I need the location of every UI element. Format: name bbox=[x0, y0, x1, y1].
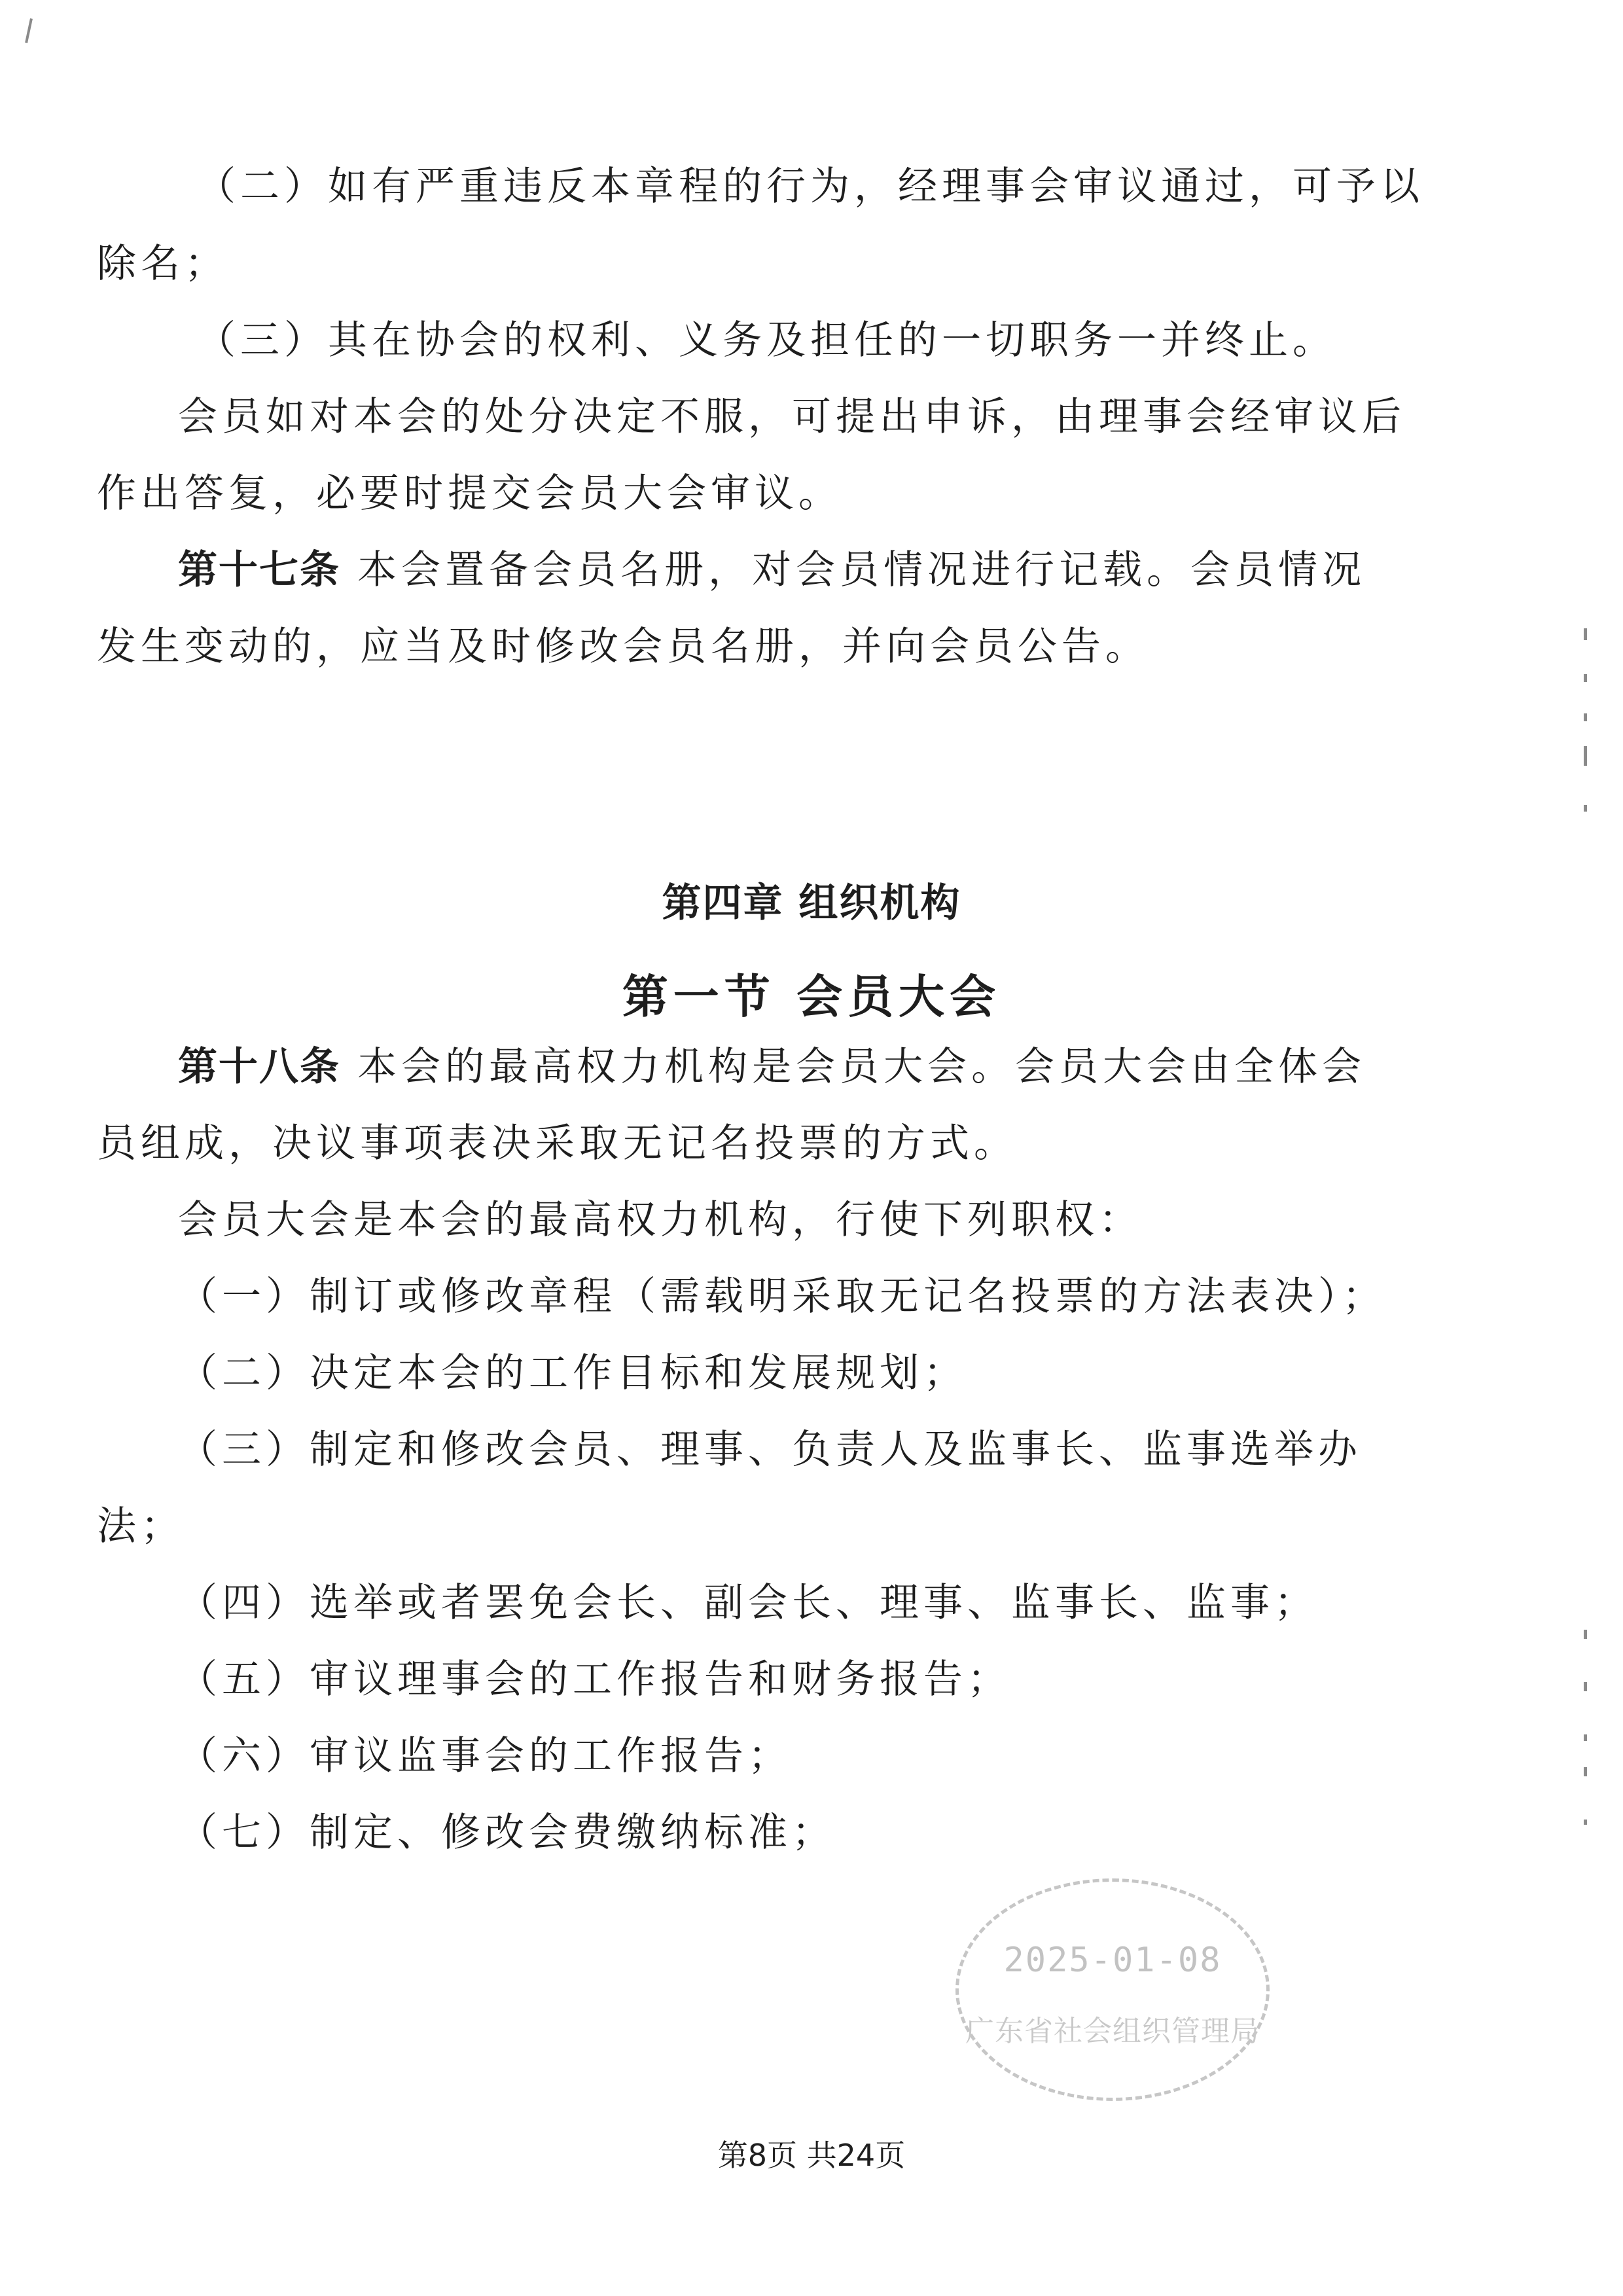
power-item-6: （六）审议监事会的工作报告； bbox=[178, 1733, 792, 1779]
section-title: 第一节 会员大会 bbox=[622, 970, 1001, 1024]
article-17-label: 第十七条 bbox=[178, 547, 340, 593]
stamp-org: 广东省社会组织管理局 bbox=[965, 2015, 1260, 2048]
article-18-cont: 员组成，决议事项表决采取无记名投票的方式。 bbox=[97, 1121, 1018, 1166]
power-item-3: （三）制定和修改会员、理事、负责人及监事长、监事选举办 bbox=[178, 1427, 1362, 1473]
article-17-cont: 发生变动的，应当及时修改会员名册，并向会员公告。 bbox=[97, 624, 1149, 670]
chapter-title: 第四章 组织机构 bbox=[662, 880, 961, 926]
paragraph-expel-cont: 除名； bbox=[97, 241, 228, 287]
stamp-date: 2025-01-08 bbox=[1003, 1941, 1222, 1980]
scan-mark bbox=[1584, 1682, 1587, 1691]
scan-mark bbox=[1584, 1630, 1587, 1639]
power-item-2: （二）决定本会的工作目标和发展规划； bbox=[178, 1350, 967, 1396]
registration-stamp bbox=[955, 1878, 1270, 2101]
scan-mark bbox=[1584, 1767, 1587, 1776]
scan-mark bbox=[1584, 674, 1587, 682]
article-18-label: 第十八条 bbox=[178, 1044, 340, 1090]
paragraph-terminate: （三）其在协会的权利、义务及担任的一切职务一并终止。 bbox=[196, 317, 1336, 363]
paragraph-expel: （二）如有严重违反本章程的行为，经理事会审议通过，可予以 bbox=[196, 164, 1424, 209]
article-18-text: 本会的最高权力机构是会员大会。会员大会由全体会 bbox=[357, 1044, 1366, 1090]
scan-mark bbox=[1584, 805, 1587, 812]
scan-mark bbox=[1584, 746, 1587, 766]
article-17 bbox=[178, 544, 1366, 596]
scan-mark bbox=[1584, 1734, 1587, 1741]
power-item-5: （五）审议理事会的工作报告和财务报告； bbox=[178, 1657, 1011, 1702]
paragraph-appeal: 会员如对本会的处分决定不服，可提出申诉，由理事会经审议后 bbox=[178, 394, 1406, 440]
scan-mark bbox=[1584, 1820, 1587, 1825]
powers-intro: 会员大会是本会的最高权力机构，行使下列职权： bbox=[178, 1197, 1143, 1243]
power-item-3-cont: 法； bbox=[97, 1503, 185, 1549]
power-item-4: （四）选举或者罢免会长、副会长、理事、监事长、监事； bbox=[178, 1580, 1318, 1626]
page-number: 第8页 共24页 bbox=[717, 2138, 906, 2173]
scan-mark bbox=[1584, 628, 1587, 640]
scan-mark bbox=[1584, 713, 1587, 721]
paragraph-appeal-cont: 作出答复，必要时提交会员大会审议。 bbox=[97, 471, 842, 516]
power-item-1: （一）制订或修改章程（需载明采取无记名投票的方法表决）； bbox=[178, 1274, 1386, 1319]
article-17-text: 本会置备会员名册，对会员情况进行记载。会员情况 bbox=[357, 547, 1366, 593]
scan-mark bbox=[25, 18, 33, 43]
article-18 bbox=[178, 1041, 1366, 1093]
power-item-7: （七）制定、修改会费缴纳标准； bbox=[178, 1810, 836, 1856]
